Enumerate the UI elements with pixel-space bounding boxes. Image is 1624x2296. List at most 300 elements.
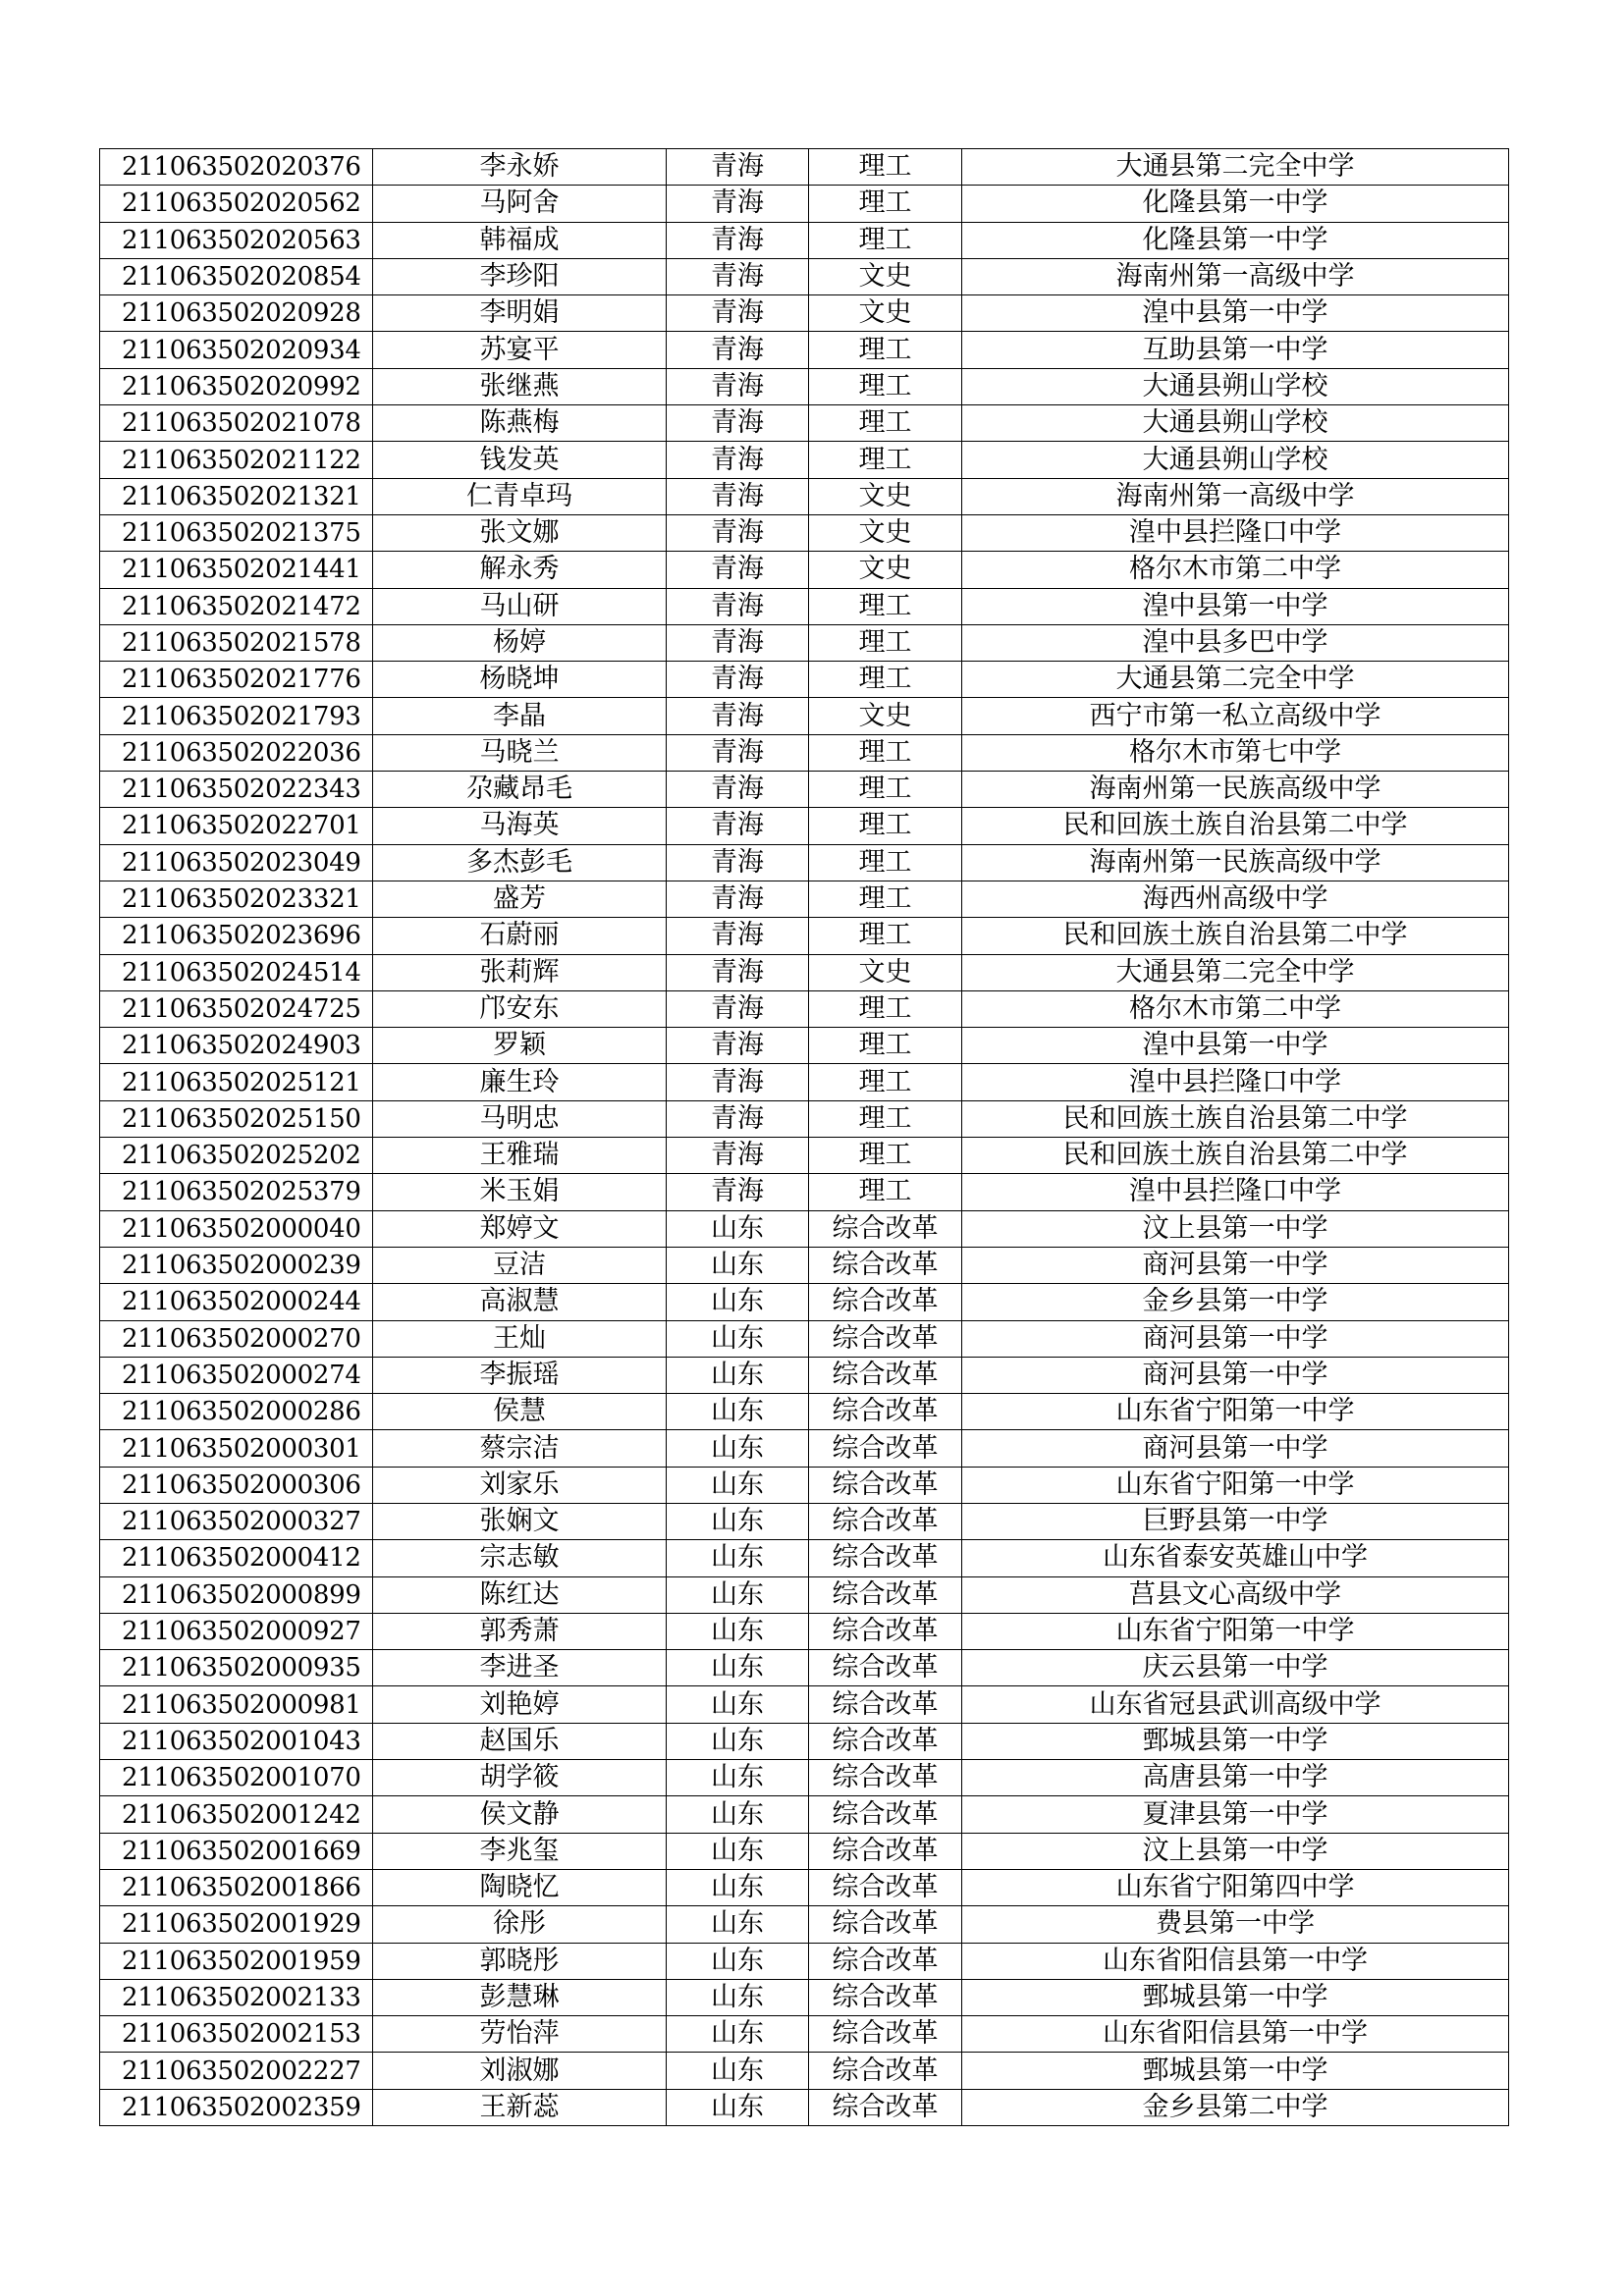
school-cell: 海南州第一高级中学: [962, 258, 1509, 294]
subject-type-cell: 文史: [809, 552, 962, 588]
school-cell: 互助县第一中学: [962, 332, 1509, 368]
candidate-id-cell: 211063502002133: [100, 1979, 373, 2015]
province-cell: 青海: [667, 662, 809, 698]
table-row: [100, 662, 1509, 698]
province-cell: 青海: [667, 990, 809, 1027]
table-row: [100, 734, 1509, 771]
student-name-cell: 邝安东: [373, 990, 667, 1027]
subject-type-cell: 综合改革: [809, 1394, 962, 1430]
student-name-cell: 陈燕梅: [373, 405, 667, 442]
province-cell: 山东: [667, 1467, 809, 1503]
candidate-id-cell: 211063502000899: [100, 1576, 373, 1613]
candidate-id-cell: 211063502001242: [100, 1796, 373, 1833]
candidate-id-cell: 211063502020376: [100, 149, 373, 186]
candidate-id-cell: 211063502001669: [100, 1833, 373, 1869]
roster-table-container: [99, 148, 1508, 2126]
table-row: [100, 442, 1509, 478]
school-cell: 大通县第二完全中学: [962, 149, 1509, 186]
table-row: [100, 954, 1509, 990]
candidate-id-cell: 211063502001043: [100, 1723, 373, 1759]
province-cell: 山东: [667, 1979, 809, 2015]
student-name-cell: 张继燕: [373, 368, 667, 404]
province-cell: 青海: [667, 954, 809, 990]
subject-type-cell: 综合改革: [809, 1686, 962, 1723]
student-name-cell: 高淑慧: [373, 1284, 667, 1320]
province-cell: 山东: [667, 1906, 809, 1943]
table-row: [100, 1210, 1509, 1247]
school-cell: 莒县文心高级中学: [962, 1576, 1509, 1613]
table-row: [100, 1540, 1509, 1576]
subject-type-cell: 综合改革: [809, 2016, 962, 2053]
province-cell: 山东: [667, 1576, 809, 1613]
school-cell: 鄄城县第一中学: [962, 2053, 1509, 2089]
table-row: [100, 1467, 1509, 1503]
candidate-id-cell: 211063502024903: [100, 1028, 373, 1064]
school-cell: 湟中县第一中学: [962, 295, 1509, 332]
table-row: [100, 514, 1509, 551]
school-cell: 海南州第一民族高级中学: [962, 772, 1509, 808]
candidate-id-cell: 211063502021578: [100, 624, 373, 661]
province-cell: 青海: [667, 844, 809, 881]
school-cell: 鄄城县第一中学: [962, 1723, 1509, 1759]
student-name-cell: 侯慧: [373, 1394, 667, 1430]
candidate-id-cell: 211063502021776: [100, 662, 373, 698]
school-cell: 湟中县多巴中学: [962, 624, 1509, 661]
student-name-cell: 韩福成: [373, 222, 667, 258]
candidate-id-cell: 211063502021441: [100, 552, 373, 588]
student-name-cell: 马明忠: [373, 1100, 667, 1137]
province-cell: 山东: [667, 1320, 809, 1357]
student-name-cell: 苏宴平: [373, 332, 667, 368]
province-cell: 山东: [667, 1869, 809, 1905]
candidate-id-cell: 211063502002359: [100, 2089, 373, 2125]
subject-type-cell: 综合改革: [809, 1357, 962, 1393]
table-row: [100, 258, 1509, 294]
table-row: [100, 1796, 1509, 1833]
subject-type-cell: 理工: [809, 442, 962, 478]
province-cell: 山东: [667, 2089, 809, 2125]
table-row: [100, 588, 1509, 624]
table-row: [100, 2016, 1509, 2053]
province-cell: 青海: [667, 1138, 809, 1174]
student-name-cell: 石蔚丽: [373, 918, 667, 954]
student-name-cell: 李明娟: [373, 295, 667, 332]
candidate-id-cell: 211063502024514: [100, 954, 373, 990]
table-row: [100, 2053, 1509, 2089]
subject-type-cell: 理工: [809, 1174, 962, 1210]
subject-type-cell: 综合改革: [809, 1540, 962, 1576]
student-name-cell: 王雅瑞: [373, 1138, 667, 1174]
candidate-id-cell: 211063502021321: [100, 478, 373, 514]
student-name-cell: 豆洁: [373, 1247, 667, 1283]
candidate-id-cell: 211063502021375: [100, 514, 373, 551]
province-cell: 青海: [667, 1100, 809, 1137]
table-row: [100, 2089, 1509, 2125]
student-name-cell: 张娴文: [373, 1503, 667, 1539]
subject-type-cell: 综合改革: [809, 1723, 962, 1759]
candidate-id-cell: 211063502000274: [100, 1357, 373, 1393]
subject-type-cell: 综合改革: [809, 1979, 962, 2015]
table-row: [100, 624, 1509, 661]
province-cell: 青海: [667, 222, 809, 258]
province-cell: 青海: [667, 552, 809, 588]
province-cell: 青海: [667, 368, 809, 404]
candidate-id-cell: 211063502002227: [100, 2053, 373, 2089]
table-row: [100, 332, 1509, 368]
candidate-id-cell: 211063502000301: [100, 1430, 373, 1467]
school-cell: 汶上县第一中学: [962, 1833, 1509, 1869]
table-row: [100, 1833, 1509, 1869]
table-row: [100, 1394, 1509, 1430]
table-row: [100, 1064, 1509, 1100]
student-name-cell: 侯文静: [373, 1796, 667, 1833]
subject-type-cell: 理工: [809, 1028, 962, 1064]
table-row: [100, 1430, 1509, 1467]
candidate-id-cell: 211063502020934: [100, 332, 373, 368]
candidate-id-cell: 211063502020854: [100, 258, 373, 294]
school-cell: 山东省宁阳第一中学: [962, 1467, 1509, 1503]
school-cell: 格尔木市第七中学: [962, 734, 1509, 771]
candidate-id-cell: 211063502025202: [100, 1138, 373, 1174]
school-cell: 民和回族土族自治县第二中学: [962, 1138, 1509, 1174]
table-row: [100, 844, 1509, 881]
subject-type-cell: 综合改革: [809, 1247, 962, 1283]
student-name-cell: 杨婷: [373, 624, 667, 661]
province-cell: 山东: [667, 1760, 809, 1796]
school-cell: 湟中县第一中学: [962, 588, 1509, 624]
school-cell: 商河县第一中学: [962, 1357, 1509, 1393]
student-name-cell: 解永秀: [373, 552, 667, 588]
subject-type-cell: 综合改革: [809, 2053, 962, 2089]
subject-type-cell: 理工: [809, 808, 962, 844]
student-name-cell: 郭晓彤: [373, 1943, 667, 1979]
province-cell: 山东: [667, 1503, 809, 1539]
table-row: [100, 1284, 1509, 1320]
subject-type-cell: 综合改革: [809, 1320, 962, 1357]
province-cell: 青海: [667, 295, 809, 332]
student-name-cell: 钱发英: [373, 442, 667, 478]
school-cell: 山东省宁阳第一中学: [962, 1613, 1509, 1649]
subject-type-cell: 理工: [809, 990, 962, 1027]
province-cell: 青海: [667, 405, 809, 442]
school-cell: 商河县第一中学: [962, 1430, 1509, 1467]
province-cell: 山东: [667, 1833, 809, 1869]
province-cell: 山东: [667, 1943, 809, 1979]
student-name-cell: 李振瑶: [373, 1357, 667, 1393]
province-cell: 山东: [667, 1284, 809, 1320]
candidate-id-cell: 211063502022036: [100, 734, 373, 771]
subject-type-cell: 理工: [809, 772, 962, 808]
student-name-cell: 杨晓坤: [373, 662, 667, 698]
school-cell: 金乡县第二中学: [962, 2089, 1509, 2125]
student-name-cell: 李兆玺: [373, 1833, 667, 1869]
student-name-cell: 彭慧琳: [373, 1979, 667, 2015]
school-cell: 庆云县第一中学: [962, 1650, 1509, 1686]
table-row: [100, 1943, 1509, 1979]
school-cell: 大通县朔山学校: [962, 442, 1509, 478]
candidate-id-cell: 211063502021472: [100, 588, 373, 624]
province-cell: 青海: [667, 1064, 809, 1100]
table-row: [100, 295, 1509, 332]
student-name-cell: 仁青卓玛: [373, 478, 667, 514]
subject-type-cell: 理工: [809, 624, 962, 661]
table-row: [100, 478, 1509, 514]
candidate-id-cell: 211063502020928: [100, 295, 373, 332]
subject-type-cell: 综合改革: [809, 1467, 962, 1503]
school-cell: 山东省阳信县第一中学: [962, 1943, 1509, 1979]
candidate-id-cell: 211063502025150: [100, 1100, 373, 1137]
subject-type-cell: 综合改革: [809, 1210, 962, 1247]
student-name-cell: 王灿: [373, 1320, 667, 1357]
school-cell: 夏津县第一中学: [962, 1796, 1509, 1833]
subject-type-cell: 文史: [809, 478, 962, 514]
candidate-id-cell: 211063502023049: [100, 844, 373, 881]
subject-type-cell: 理工: [809, 588, 962, 624]
subject-type-cell: 理工: [809, 222, 962, 258]
subject-type-cell: 理工: [809, 332, 962, 368]
student-name-cell: 赵国乐: [373, 1723, 667, 1759]
province-cell: 青海: [667, 258, 809, 294]
school-cell: 巨野县第一中学: [962, 1503, 1509, 1539]
table-row: [100, 881, 1509, 917]
table-row: [100, 1576, 1509, 1613]
table-row: [100, 918, 1509, 954]
student-name-cell: 尕藏昂毛: [373, 772, 667, 808]
school-cell: 金乡县第一中学: [962, 1284, 1509, 1320]
student-name-cell: 胡学筱: [373, 1760, 667, 1796]
candidate-id-cell: 211063502022701: [100, 808, 373, 844]
province-cell: 山东: [667, 1613, 809, 1649]
candidate-id-cell: 211063502021793: [100, 698, 373, 734]
table-row: [100, 1174, 1509, 1210]
province-cell: 山东: [667, 2053, 809, 2089]
student-name-cell: 马晓兰: [373, 734, 667, 771]
school-cell: 湟中县拦隆口中学: [962, 1174, 1509, 1210]
province-cell: 青海: [667, 478, 809, 514]
province-cell: 山东: [667, 1686, 809, 1723]
candidate-id-cell: 211063502020562: [100, 186, 373, 222]
school-cell: 湟中县拦隆口中学: [962, 1064, 1509, 1100]
school-cell: 大通县朔山学校: [962, 368, 1509, 404]
student-name-cell: 郭秀萧: [373, 1613, 667, 1649]
subject-type-cell: 综合改革: [809, 1576, 962, 1613]
student-name-cell: 王新蕊: [373, 2089, 667, 2125]
student-name-cell: 劳怡萍: [373, 2016, 667, 2053]
subject-type-cell: 综合改革: [809, 1833, 962, 1869]
school-cell: 西宁市第一私立高级中学: [962, 698, 1509, 734]
province-cell: 山东: [667, 1394, 809, 1430]
student-name-cell: 廉生玲: [373, 1064, 667, 1100]
student-name-cell: 多杰彭毛: [373, 844, 667, 881]
student-name-cell: 郑婷文: [373, 1210, 667, 1247]
roster-table-body: [100, 149, 1509, 2126]
subject-type-cell: 理工: [809, 1064, 962, 1100]
candidate-id-cell: 211063502024725: [100, 990, 373, 1027]
student-name-cell: 李珍阳: [373, 258, 667, 294]
province-cell: 青海: [667, 588, 809, 624]
school-cell: 海南州第一高级中学: [962, 478, 1509, 514]
province-cell: 青海: [667, 332, 809, 368]
student-name-cell: 刘艳婷: [373, 1686, 667, 1723]
candidate-id-cell: 211063502021122: [100, 442, 373, 478]
province-cell: 山东: [667, 1796, 809, 1833]
subject-type-cell: 理工: [809, 881, 962, 917]
school-cell: 湟中县第一中学: [962, 1028, 1509, 1064]
subject-type-cell: 理工: [809, 405, 962, 442]
candidate-id-cell: 211063502000270: [100, 1320, 373, 1357]
subject-type-cell: 文史: [809, 258, 962, 294]
school-cell: 格尔木市第二中学: [962, 990, 1509, 1027]
candidate-id-cell: 211063502000935: [100, 1650, 373, 1686]
subject-type-cell: 综合改革: [809, 1796, 962, 1833]
student-name-cell: 宗志敏: [373, 1540, 667, 1576]
subject-type-cell: 综合改革: [809, 1613, 962, 1649]
school-cell: 化隆县第一中学: [962, 186, 1509, 222]
school-cell: 湟中县拦隆口中学: [962, 514, 1509, 551]
province-cell: 山东: [667, 1210, 809, 1247]
candidate-id-cell: 211063502021078: [100, 405, 373, 442]
province-cell: 青海: [667, 918, 809, 954]
school-cell: 民和回族土族自治县第二中学: [962, 1100, 1509, 1137]
subject-type-cell: 综合改革: [809, 1943, 962, 1979]
province-cell: 山东: [667, 1430, 809, 1467]
table-row: [100, 405, 1509, 442]
subject-type-cell: 文史: [809, 954, 962, 990]
candidate-id-cell: 211063502020992: [100, 368, 373, 404]
subject-type-cell: 理工: [809, 1100, 962, 1137]
school-cell: 大通县第二完全中学: [962, 954, 1509, 990]
school-cell: 化隆县第一中学: [962, 222, 1509, 258]
table-row: [100, 149, 1509, 186]
candidate-id-cell: 211063502000239: [100, 1247, 373, 1283]
province-cell: 青海: [667, 808, 809, 844]
province-cell: 山东: [667, 1540, 809, 1576]
subject-type-cell: 理工: [809, 368, 962, 404]
subject-type-cell: 理工: [809, 186, 962, 222]
province-cell: 青海: [667, 881, 809, 917]
school-cell: 商河县第一中学: [962, 1320, 1509, 1357]
province-cell: 山东: [667, 2016, 809, 2053]
table-row: [100, 1723, 1509, 1759]
table-row: [100, 552, 1509, 588]
table-row: [100, 186, 1509, 222]
candidate-id-cell: 211063502000306: [100, 1467, 373, 1503]
candidate-id-cell: 211063502000286: [100, 1394, 373, 1430]
candidate-id-cell: 211063502022343: [100, 772, 373, 808]
school-cell: 山东省宁阳第一中学: [962, 1394, 1509, 1430]
candidate-id-cell: 211063502023696: [100, 918, 373, 954]
student-name-cell: 马山研: [373, 588, 667, 624]
table-row: [100, 1760, 1509, 1796]
subject-type-cell: 理工: [809, 918, 962, 954]
candidate-id-cell: 211063502000981: [100, 1686, 373, 1723]
candidate-id-cell: 211063502023321: [100, 881, 373, 917]
student-name-cell: 蔡宗洁: [373, 1430, 667, 1467]
table-row: [100, 1503, 1509, 1539]
student-name-cell: 张莉辉: [373, 954, 667, 990]
table-row: [100, 222, 1509, 258]
school-cell: 民和回族土族自治县第二中学: [962, 808, 1509, 844]
student-name-cell: 米玉娟: [373, 1174, 667, 1210]
province-cell: 山东: [667, 1357, 809, 1393]
school-cell: 商河县第一中学: [962, 1247, 1509, 1283]
student-name-cell: 张文娜: [373, 514, 667, 551]
table-row: [100, 990, 1509, 1027]
subject-type-cell: 综合改革: [809, 1503, 962, 1539]
table-row: [100, 368, 1509, 404]
candidate-id-cell: 211063502001929: [100, 1906, 373, 1943]
candidate-id-cell: 211063502000244: [100, 1284, 373, 1320]
candidate-id-cell: 211063502002153: [100, 2016, 373, 2053]
candidate-id-cell: 211063502000040: [100, 1210, 373, 1247]
candidate-id-cell: 211063502020563: [100, 222, 373, 258]
subject-type-cell: 文史: [809, 295, 962, 332]
subject-type-cell: 综合改革: [809, 1430, 962, 1467]
table-row: [100, 1247, 1509, 1283]
province-cell: 青海: [667, 734, 809, 771]
school-cell: 海西州高级中学: [962, 881, 1509, 917]
subject-type-cell: 理工: [809, 1138, 962, 1174]
candidate-id-cell: 211063502001959: [100, 1943, 373, 1979]
school-cell: 山东省泰安英雄山中学: [962, 1540, 1509, 1576]
school-cell: 民和回族土族自治县第二中学: [962, 918, 1509, 954]
table-row: [100, 1650, 1509, 1686]
subject-type-cell: 理工: [809, 734, 962, 771]
student-name-cell: 陈红达: [373, 1576, 667, 1613]
subject-type-cell: 文史: [809, 698, 962, 734]
province-cell: 青海: [667, 1174, 809, 1210]
subject-type-cell: 理工: [809, 149, 962, 186]
subject-type-cell: 综合改革: [809, 1869, 962, 1905]
candidate-id-cell: 211063502001866: [100, 1869, 373, 1905]
subject-type-cell: 文史: [809, 514, 962, 551]
table-row: [100, 1138, 1509, 1174]
candidate-id-cell: 211063502001070: [100, 1760, 373, 1796]
school-cell: 鄄城县第一中学: [962, 1979, 1509, 2015]
province-cell: 青海: [667, 624, 809, 661]
table-row: [100, 1906, 1509, 1943]
province-cell: 青海: [667, 149, 809, 186]
subject-type-cell: 理工: [809, 662, 962, 698]
province-cell: 青海: [667, 442, 809, 478]
subject-type-cell: 综合改革: [809, 1906, 962, 1943]
candidate-id-cell: 211063502000327: [100, 1503, 373, 1539]
student-name-cell: 徐彤: [373, 1906, 667, 1943]
table-row: [100, 1979, 1509, 2015]
student-name-cell: 马海英: [373, 808, 667, 844]
candidate-id-cell: 211063502025379: [100, 1174, 373, 1210]
table-row: [100, 1028, 1509, 1064]
province-cell: 山东: [667, 1650, 809, 1686]
student-name-cell: 刘家乐: [373, 1467, 667, 1503]
student-name-cell: 刘淑娜: [373, 2053, 667, 2089]
school-cell: 大通县第二完全中学: [962, 662, 1509, 698]
table-row: [100, 808, 1509, 844]
school-cell: 山东省宁阳第四中学: [962, 1869, 1509, 1905]
table-row: [100, 1320, 1509, 1357]
table-row: [100, 1869, 1509, 1905]
candidate-id-cell: 211063502000412: [100, 1540, 373, 1576]
student-name-cell: 李晶: [373, 698, 667, 734]
province-cell: 青海: [667, 186, 809, 222]
province-cell: 青海: [667, 698, 809, 734]
candidate-id-cell: 211063502000927: [100, 1613, 373, 1649]
province-cell: 青海: [667, 772, 809, 808]
subject-type-cell: 综合改革: [809, 1650, 962, 1686]
school-cell: 费县第一中学: [962, 1906, 1509, 1943]
table-row: [100, 1100, 1509, 1137]
school-cell: 山东省冠县武训高级中学: [962, 1686, 1509, 1723]
